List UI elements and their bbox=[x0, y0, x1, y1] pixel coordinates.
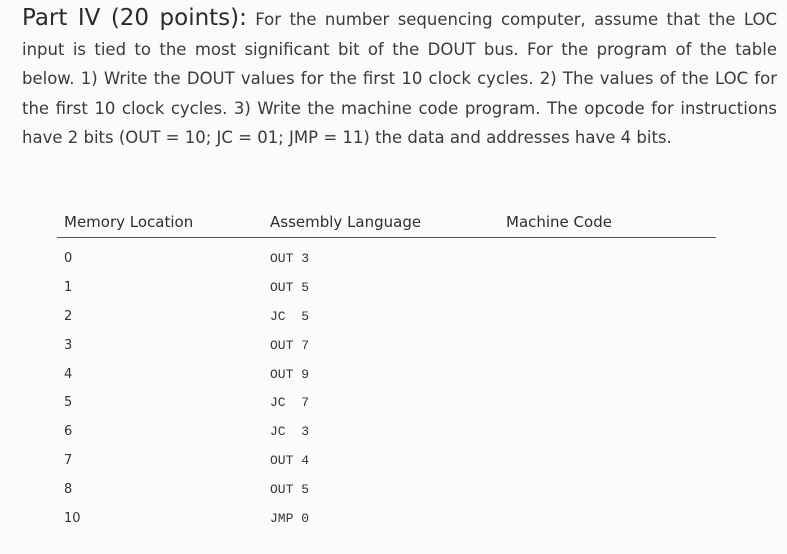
table-row bbox=[0, 389, 787, 418]
memory-location-cell: 0 bbox=[64, 251, 73, 266]
memory-location-cell: 5 bbox=[64, 395, 73, 411]
part-title bbox=[22, 5, 247, 31]
memory-location-cell: 3 bbox=[64, 337, 73, 353]
memory-location-cell: 4 bbox=[64, 366, 73, 382]
table-header-rule bbox=[57, 237, 716, 238]
part-label: Part IV (20 points) bbox=[22, 5, 240, 31]
memory-location-cell: 7 bbox=[64, 453, 73, 469]
assembly-instruction-cell: OUT 5 bbox=[270, 482, 310, 498]
table-row bbox=[0, 476, 787, 505]
header-memory-location: Memory Location bbox=[64, 213, 194, 231]
part-colon: : bbox=[239, 5, 247, 31]
assembly-instruction-cell: OUT 4 bbox=[270, 453, 310, 469]
assembly-instruction-cell: JC 5 bbox=[270, 308, 310, 324]
memory-location-cell: 10 bbox=[64, 511, 81, 527]
table-row bbox=[0, 447, 787, 476]
assembly-instruction-cell: OUT 7 bbox=[270, 337, 310, 353]
table-row bbox=[0, 505, 787, 534]
assembly-instruction-cell: OUT 3 bbox=[270, 251, 310, 266]
assembly-instruction-cell: OUT 9 bbox=[270, 366, 310, 382]
table-row bbox=[0, 274, 787, 303]
assembly-instruction-cell: JC 7 bbox=[270, 395, 310, 411]
assembly-instruction-cell: OUT 5 bbox=[270, 279, 310, 295]
table-row bbox=[0, 361, 787, 390]
header-machine-code: Machine Code bbox=[506, 213, 612, 231]
table-row bbox=[0, 303, 787, 332]
assembly-instruction-cell: JC 3 bbox=[270, 424, 310, 440]
header-assembly-language: Assembly Language bbox=[270, 213, 422, 231]
table-row bbox=[0, 418, 787, 447]
memory-location-cell: 1 bbox=[64, 279, 73, 295]
program-table-body bbox=[0, 245, 787, 534]
question-text bbox=[22, 4, 777, 153]
assembly-instruction-cell: JMP 0 bbox=[270, 511, 310, 527]
memory-location-cell: 2 bbox=[64, 308, 73, 324]
memory-location-cell: 8 bbox=[64, 482, 73, 498]
question-body: For the number sequencing computer, assume that the LOC input is tied to the most significant bit of the DOUT bus. For the program of the table below. 1) Write the DOUT values for the first 10 clock cycles. 2) The values of the LOC for the first 10 clock cycles. 3) Write the machine code program. The opcode for instructions have 2 bits (OUT = 10; JC = 01; JMP = 11) the data and addresses have 4 bits. bbox=[22, 10, 777, 147]
table-row bbox=[0, 332, 787, 361]
table-row bbox=[0, 245, 787, 274]
memory-location-cell: 6 bbox=[64, 424, 73, 440]
